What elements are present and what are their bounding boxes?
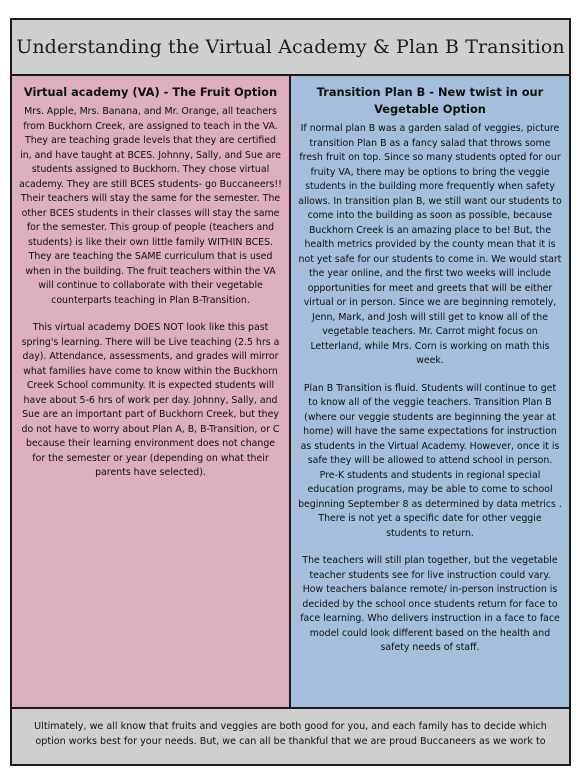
virtual-academy-paragraph-1: Mrs. Apple, Mrs. Banana, and Mr. Orange, all teachers from Buckhorn Creek, are assigned to teach in the VA. They are teaching grade levels that they are certified in, and have taught at BCES. Johnny, Sally, and Sue are students assigned to Buckhorn. They chose virtual academy. They are still BCES students- go Buccaneers!! Their teachers will stay the same for the semester. The other BCES students in their classes will stay the same for the semester. This group of people (teachers and students) is like their own little family WITHIN BCES. They are teaching the SAME curriculum that is used when in the building. The fruit teachers within the VA will continue to collaborate with their vegetable counterparts teaching in Plan B-Transition. <box>19 106 282 306</box>
transition-plan-b-heading: Transition Plan B - New twist in our Vegetable Option <box>316 85 544 116</box>
flyer-page <box>10 18 571 766</box>
transition-plan-b-paragraph-2: Plan B Transition is fluid. Students will continue to get to know all of the veggie teachers. Transition Plan B (where our veggie students are beginning the year at home) will have the same expectations for instruction as students in the Virtual Academy. However, once it is safe they will be allowed to attend school in person. Pre-K students and students in regional special education programs, may be able to come to school beginning September 8 as determined by data metrics . There is not yet a specific date for other veggie students to return. <box>298 382 562 539</box>
transition-plan-b-paragraph-1: If normal plan B was a garden salad of veggies, picture transition Plan B as a fancy salad that throws some fresh fruit on top. Since so many students opted for our fruity VA, there may be options to bring the veggie students in the building more frequently when safety allows. In transition plan B, we still want our students to come into the building as soon as possible, because Buckhorn Creek is an amazing place to be! But, the health metrics provided by the county mean that it is not yet safe for our students to come in. We would start the year online, and the first two weeks will include opportunities for meet and greets that will be either virtual or in person. Since we are beginning remotely, Jenn, Mark, and Josh will still get to know all of the vegetable teachers. Mr. Carrot might focus on Letterland, while Mrs. Corn is working on math this week. <box>298 123 562 366</box>
transition-plan-b-paragraph-3: The teachers will still plan together, but the vegetable teacher students see for live instruction could vary. How teachers balance remote/ in-person instruction is decided by the school once students return for face to face learning. Who delivers instruction in a face to face model could look different based on the health and safety needs of staff. <box>300 555 560 653</box>
title-banner <box>12 20 569 76</box>
virtual-academy-heading: Virtual academy (VA) - The Fruit Option <box>23 85 278 99</box>
transition-plan-b-column <box>291 76 569 707</box>
footer-text: Ultimately, we all know that fruits and veggies are both good for you, and each family has to decide which option works best for your needs. But, we can all be thankful that we are proud Buccaneers as we work to <box>34 721 547 747</box>
virtual-academy-column <box>12 76 291 707</box>
virtual-academy-paragraph-2: This virtual academy DOES NOT look like this past spring's learning. There will be Live teaching (2.5 hrs a day). Attendance, assessments, and grades will mirror what families have come to know within the Buckhorn Creek School community. It is expected students will have about 5-6 hrs of work per day. Johnny, Sally, and Sue are an important part of Buckhorn Creek, but they do not have to worry about Plan A, B, B-Transition, or C because their learning environment does not change for the semester or year (depending on what their parents have selected). <box>21 322 280 478</box>
page-title: Understanding the Virtual Academy & Plan B Transition <box>16 36 565 58</box>
footer-banner <box>12 707 569 764</box>
